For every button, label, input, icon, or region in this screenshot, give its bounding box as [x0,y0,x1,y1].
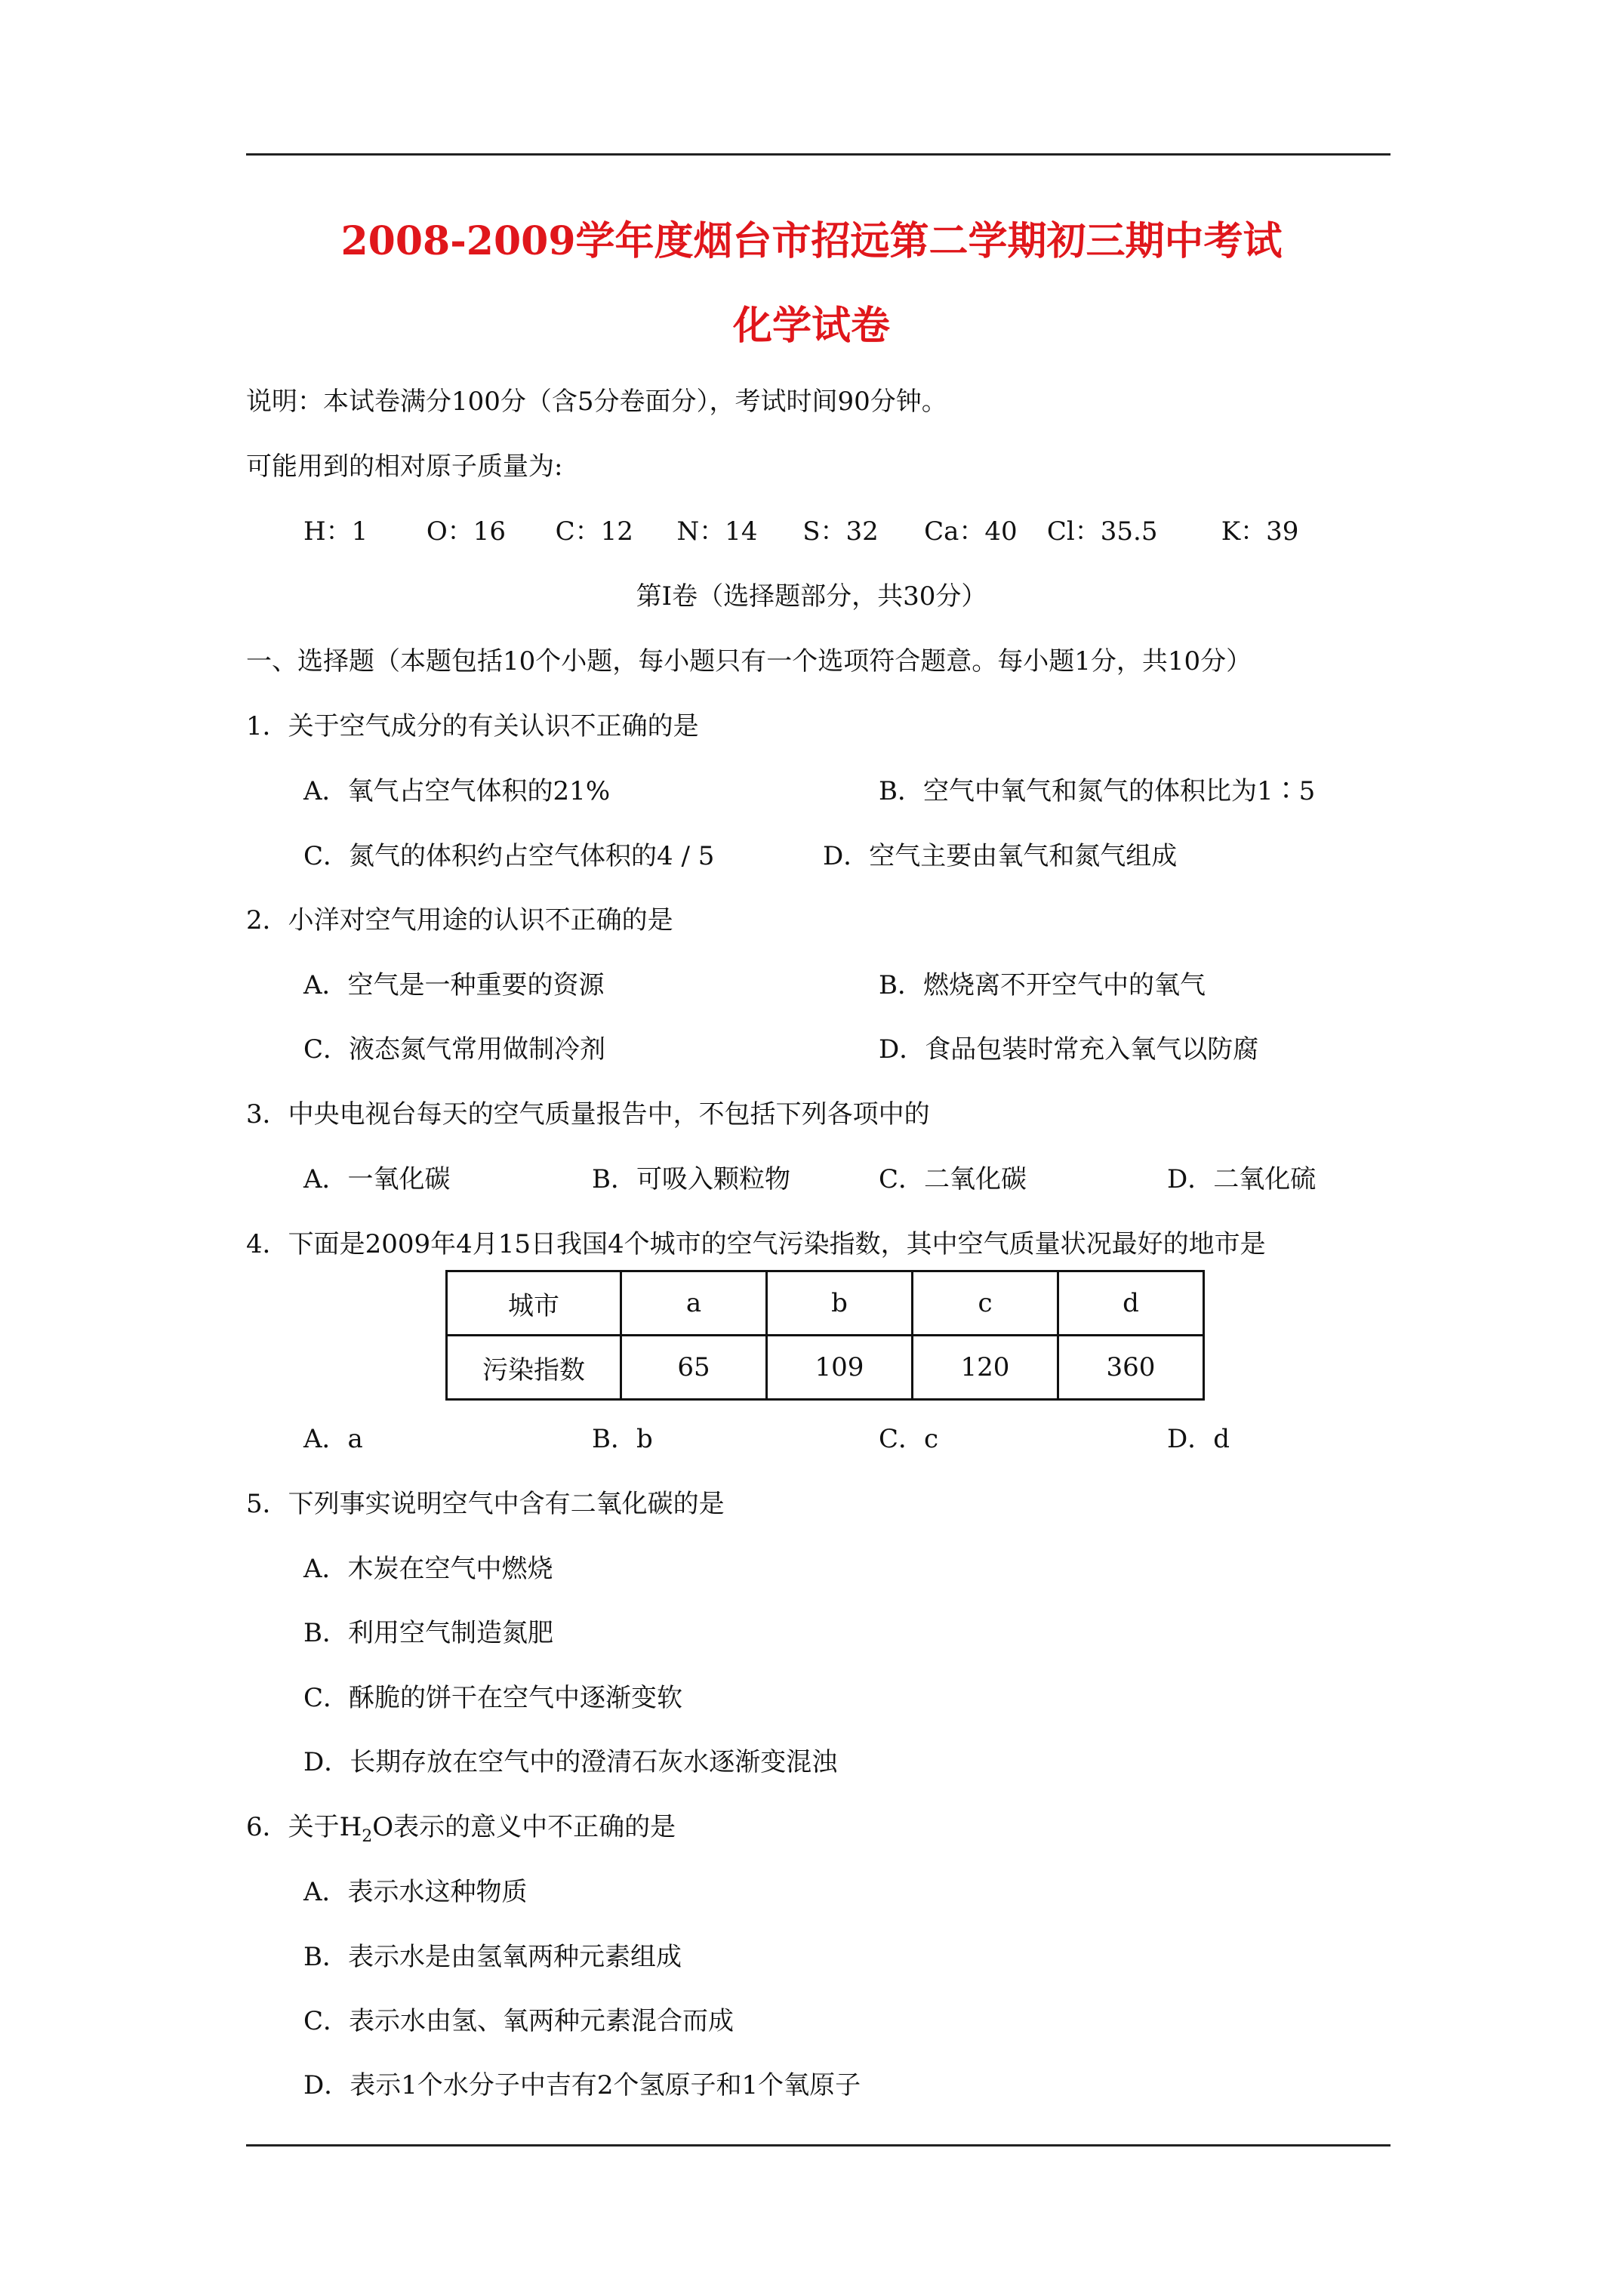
question-2-option-c[interactable]: C．液态氮气常用做制冷剂 [303,1034,606,1065]
question-2-option-d[interactable]: D．食品包装时常充入氧气以防腐 [879,1034,1259,1065]
exam-note: 说明：本试卷满分100分（含5分卷面分），考试时间90分钟。 [246,387,947,417]
question-1-option-a[interactable]: A．氧气占空气体积的21% [303,776,611,806]
question-1-stem: 1．关于空气成分的有关认识不正确的是 [246,711,699,741]
part1-heading: 第Ⅰ卷（选择题部分，共30分） [636,581,987,612]
question-1-option-c[interactable]: C．氮气的体积约占空气体积的4 / 5 [303,841,715,871]
atomic-mass-list [303,515,1298,548]
question-3-stem: 3．中央电视台每天的空气质量报告中，不包括下列各项中的 [246,1099,930,1130]
question-4-option-b[interactable]: B．b [592,1424,653,1454]
table-row [447,1336,1204,1400]
question-5-option-d[interactable]: D．长期存放在空气中的澄清石灰水逐渐变混浊 [303,1747,838,1777]
page-subtitle: 化学试卷 [732,303,890,349]
table-row [447,1271,1204,1336]
question-6-option-c[interactable]: C．表示水由氢、氧两种元素混合而成 [303,2006,735,2036]
question-1-option-b[interactable]: B．空气中氧气和氮气的体积比为1∶5 [879,776,1316,806]
question-3-option-d[interactable]: D．二氧化硫 [1167,1164,1317,1194]
question-6-stem-suffix: O表示的意义中不正确的是 [372,1812,676,1842]
top-rule [246,153,1390,156]
question-6-option-d[interactable]: D．表示1个水分子中吉有2个氢原子和1个氧原子 [303,2070,861,2100]
question-5-stem: 5．下列事实说明空气中含有二氧化碳的是 [246,1489,725,1519]
question-6-option-b[interactable]: B．表示水是由氢氧两种元素组成 [303,1942,682,1972]
question-4-option-a[interactable]: A．a [303,1424,363,1454]
atomic-mass-o: O：16 [426,516,506,547]
question-6-stem [246,1811,676,1854]
question-4-option-d[interactable]: D．d [1167,1424,1230,1454]
pollution-index-table [445,1270,1205,1401]
bottom-rule [246,2144,1390,2147]
question-2-option-a[interactable]: A．空气是一种重要的资源 [303,970,605,1000]
section1-heading: 一、选择题（本题包括10个小题，每小题只有一个选项符合题意。每小题1分，共10分） [246,646,1252,676]
atomic-mass-ca: Ca：40 [924,516,1018,547]
table-city-b: b [767,1271,913,1336]
question-5-option-c[interactable]: C．酥脆的饼干在空气中逐渐变软 [303,1683,683,1713]
question-2-stem: 2．小洋对空气用途的认识不正确的是 [246,905,673,935]
table-value-a: 65 [621,1336,767,1400]
table-city-d: d [1058,1271,1204,1336]
atomic-mass-c: C：12 [555,516,633,547]
atomic-mass-k: K：39 [1221,516,1299,547]
table-value-b: 109 [767,1336,913,1400]
table-header-city: 城市 [447,1271,621,1336]
atomic-mass-cl: Cl：35.5 [1046,516,1158,547]
question-2-option-b[interactable]: B．燃烧离不开空气中的氧气 [879,970,1206,1000]
question-4-option-c[interactable]: C．c [879,1424,939,1454]
atomic-mass-n: N：14 [676,516,758,547]
question-3-option-a[interactable]: A．一氧化碳 [303,1164,451,1194]
question-6-stem-prefix: 6．关于H [246,1812,362,1842]
table-row-label: 污染指数 [447,1336,621,1400]
question-4-stem: 4．下面是2009年4月15日我国4个城市的空气污染指数，其中空气质量状况最好的地市是 [246,1229,1266,1259]
question-5-option-a[interactable]: A．木炭在空气中燃烧 [303,1554,553,1584]
atomic-mass-s: S：32 [802,516,879,547]
table-city-c: c [913,1271,1058,1336]
atomic-mass-h: H：1 [303,516,368,547]
table-city-a: a [621,1271,767,1336]
question-3-option-c[interactable]: C．二氧化碳 [879,1164,1027,1194]
table-value-d: 360 [1058,1336,1204,1400]
question-1-option-d[interactable]: D．空气主要由氧气和氮气组成 [823,841,1178,871]
question-5-option-b[interactable]: B．利用空气制造氮肥 [303,1618,553,1648]
question-6-option-a[interactable]: A．表示水这种物质 [303,1877,528,1907]
atomic-mass-label: 可能用到的相对原子质量为: [246,451,563,482]
question-3-option-b[interactable]: B．可吸入颗粒物 [592,1164,790,1194]
table-value-c: 120 [913,1336,1058,1400]
page-title: 2008-2009学年度烟台市招远第二学期初三期中考试 [340,218,1283,264]
question-6-stem-subscript: 2 [362,1826,373,1846]
